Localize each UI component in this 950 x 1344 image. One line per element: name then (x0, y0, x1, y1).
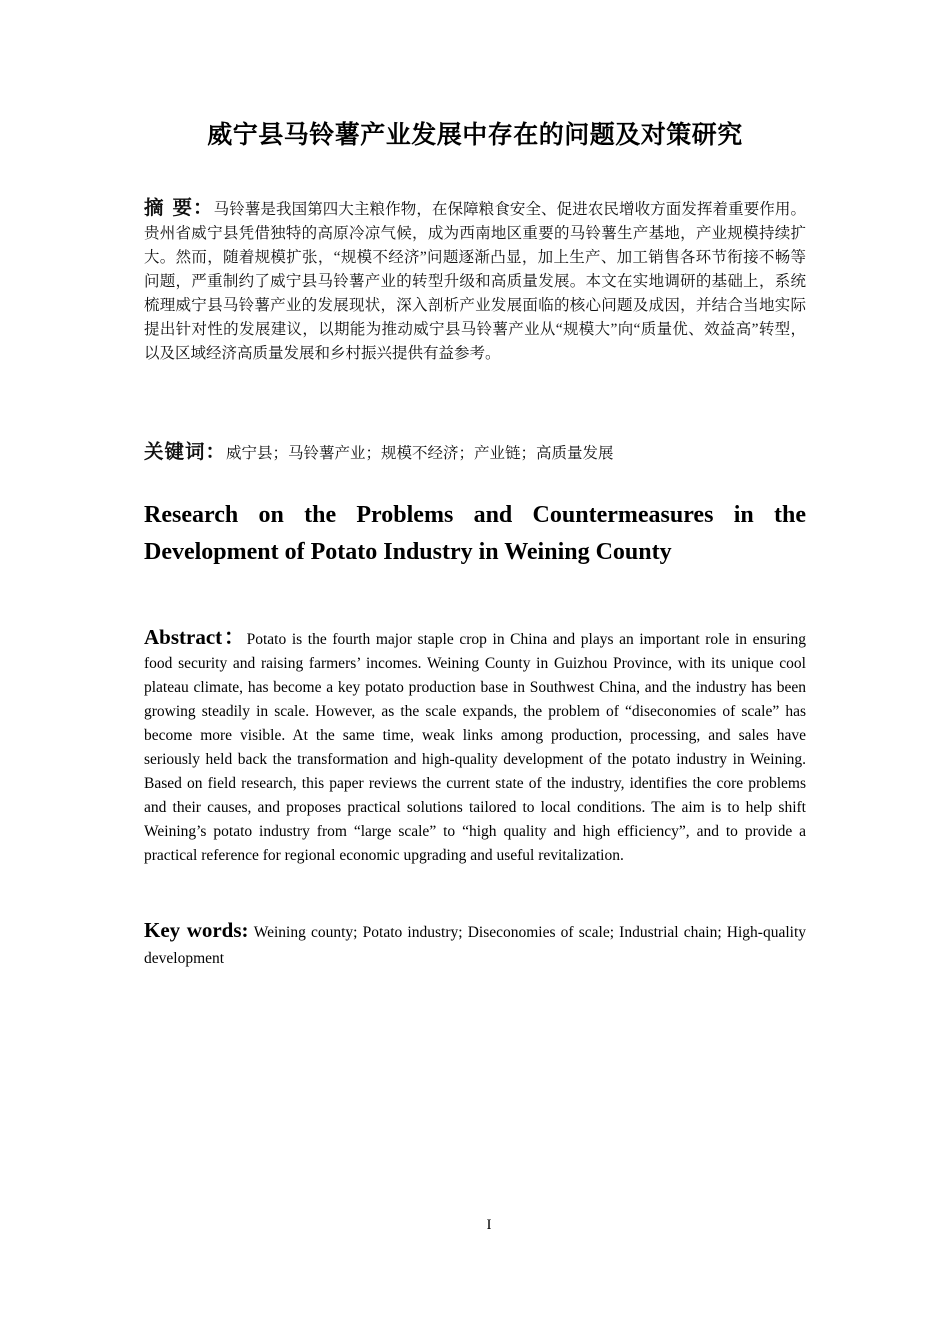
english-abstract-label: Abstract： (144, 625, 247, 649)
chinese-keywords (144, 438, 806, 468)
english-abstract (144, 625, 806, 868)
chinese-title: 威宁县马铃薯产业发展中存在的问题及对策研究 (207, 120, 743, 149)
page-number: I (486, 1217, 492, 1233)
english-title: Research on the Problems and Countermeasures in the Development of Potato Industry in Weining County (144, 502, 806, 565)
chinese-abstract-label: 摘 要： (144, 196, 214, 219)
chinese-abstract (144, 196, 806, 366)
chinese-abstract-text: 马铃薯是我国第四大主粮作物，在保障粮食安全、促进农民增收方面发挥着重要作用。贵州省威宁县凭借独特的高原冷凉气候，成为西南地区重要的马铃薯生产基地，产业规模持续扩大。然而，随着规模扩张，“规模不经济”问题逐渐凸显，加上生产、加工销售各环节衔接不畅等问题，严重制约了威宁县马铃薯产业的转型升级和高质量发展。本文在实地调研的基础上，系统梳理威宁县马铃薯产业的发展现状，深入剖析产业发展面临的核心问题及成因，并结合当地实际提出针对性的发展建议，以期能为推动威宁县马铃薯产业从“规模大”向“质量优、效益高”转型，以及区域经济高质量发展和乡村振兴提供有益参考。 (144, 201, 806, 362)
english-keywords-label: Key words: (144, 918, 249, 942)
english-keywords-text: Weining county; Potato industry; Diseconomies of scale; Industrial chain; High-quality development (144, 924, 806, 967)
chinese-keywords-text: 威宁县；马铃薯产业；规模不经济；产业链；高质量发展 (226, 445, 614, 462)
chinese-keywords-label: 关键词： (144, 440, 227, 463)
english-keywords (144, 917, 806, 972)
english-abstract-text: Potato is the fourth major staple crop in China and plays an important role in ensuring food security and raising farmers’ incomes. Weining County in Guizhou Province, with its unique cool plateau climate, has become a key potato production base in Southwest China, and the industry has been growing steadily in scale. However, as the scale expands, the problem of “diseconomies of scale” has become more visible. At the same time, weak links among production, processing, and sales have seriously held back the transformation and high-quality development of the potato industry in Weining. Based on field research, this paper reviews the current state of the industry, identifies the core problems and their causes, and proposes practical solutions tailored to local conditions. The aim is to help shift Weining’s potato industry from “large scale” to “high quality and high efficiency”, and to provide a practical reference for regional economic upgrading and useful revitalization. (144, 631, 806, 864)
